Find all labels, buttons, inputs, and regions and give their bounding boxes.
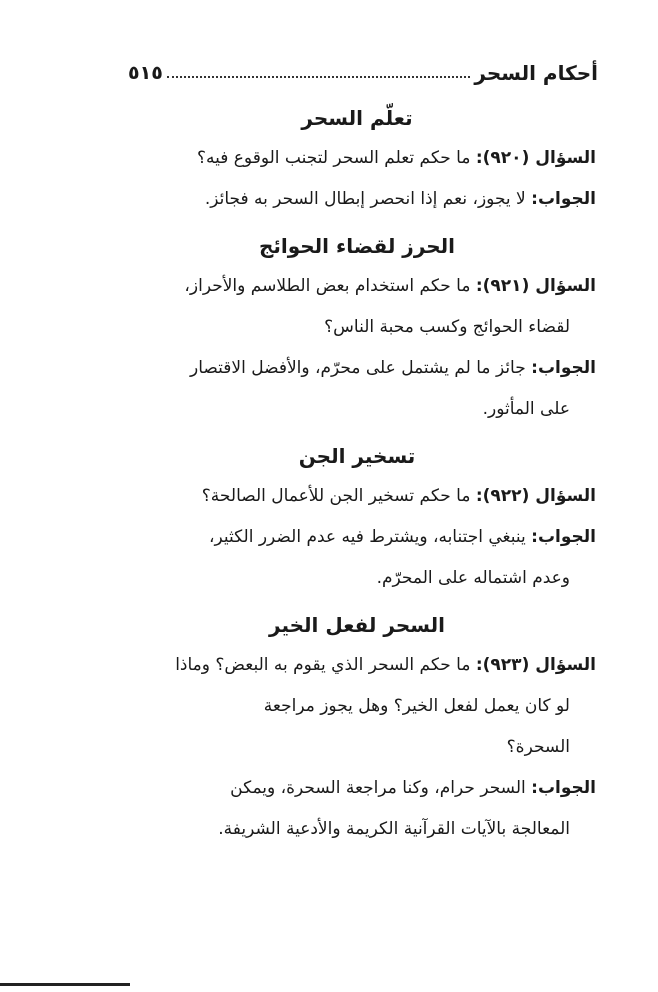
question-text: ما حكم استخدام بعض الطلاسم والأحراز، <box>184 276 471 296</box>
running-header <box>128 56 598 90</box>
answer-continuation: المعالجة بالآيات القرآنية الكريمة والأدعية الشريفة. <box>218 819 570 839</box>
answer-label: الجواب: <box>531 778 596 798</box>
answer-text: السحر حرام، وكنا مراجعة السحرة، ويمكن <box>230 778 526 798</box>
answer-text: ينبغي اجتنابه، ويشترط فيه عدم الضرر الكثير، <box>209 527 526 547</box>
running-title: أحكام السحر <box>474 61 598 85</box>
section-title: تعلّم السحر <box>301 106 413 130</box>
question-text: ما حكم تعلم السحر لتجنب الوقوع فيه؟ <box>196 148 471 168</box>
dotted-leader <box>167 76 471 78</box>
page-body <box>118 98 596 850</box>
question-continuation: السحرة؟ <box>506 737 570 757</box>
answer-label: الجواب: <box>531 189 596 209</box>
question-line <box>118 476 596 517</box>
answer-continuation: وعدم اشتماله على المحرّم. <box>376 568 570 588</box>
question-line <box>118 138 596 179</box>
question-label: السؤال (٩٢٣): <box>475 655 596 675</box>
answer-label: الجواب: <box>531 527 596 547</box>
question-continuation: لقضاء الحوائج وكسب محبة الناس؟ <box>324 317 570 337</box>
question-continuation: لو كان يعمل لفعل الخير؟ وهل يجوز مراجعة <box>263 696 570 716</box>
answer-line <box>118 768 596 809</box>
answer-text: جائز ما لم يشتمل على محرّم، والأفضل الاقتصار <box>190 358 526 378</box>
question-line <box>118 645 596 686</box>
answer-line <box>118 179 596 220</box>
question-text: ما حكم تسخير الجن للأعمال الصالحة؟ <box>201 486 471 506</box>
answer-text: لا يجوز، نعم إذا انحصر إبطال السحر به فجائز. <box>204 189 526 209</box>
answer-label: الجواب: <box>531 358 596 378</box>
section-title: تسخير الجن <box>298 444 416 468</box>
section-title: السحر لفعل الخير <box>269 613 445 637</box>
question-label: السؤال (٩٢٠): <box>475 148 596 168</box>
question-text: ما حكم السحر الذي يقوم به البعض؟ وماذا <box>175 655 471 675</box>
question-label: السؤال (٩٢٢): <box>475 486 596 506</box>
question-line <box>118 266 596 307</box>
footer-rule <box>0 983 130 986</box>
answer-continuation: على المأثور. <box>482 399 570 419</box>
answer-line <box>118 517 596 558</box>
answer-line <box>118 348 596 389</box>
page-number: ٥١٥ <box>128 62 163 84</box>
question-label: السؤال (٩٢١): <box>475 276 596 296</box>
section-title: الحرز لقضاء الحوائج <box>258 234 456 258</box>
